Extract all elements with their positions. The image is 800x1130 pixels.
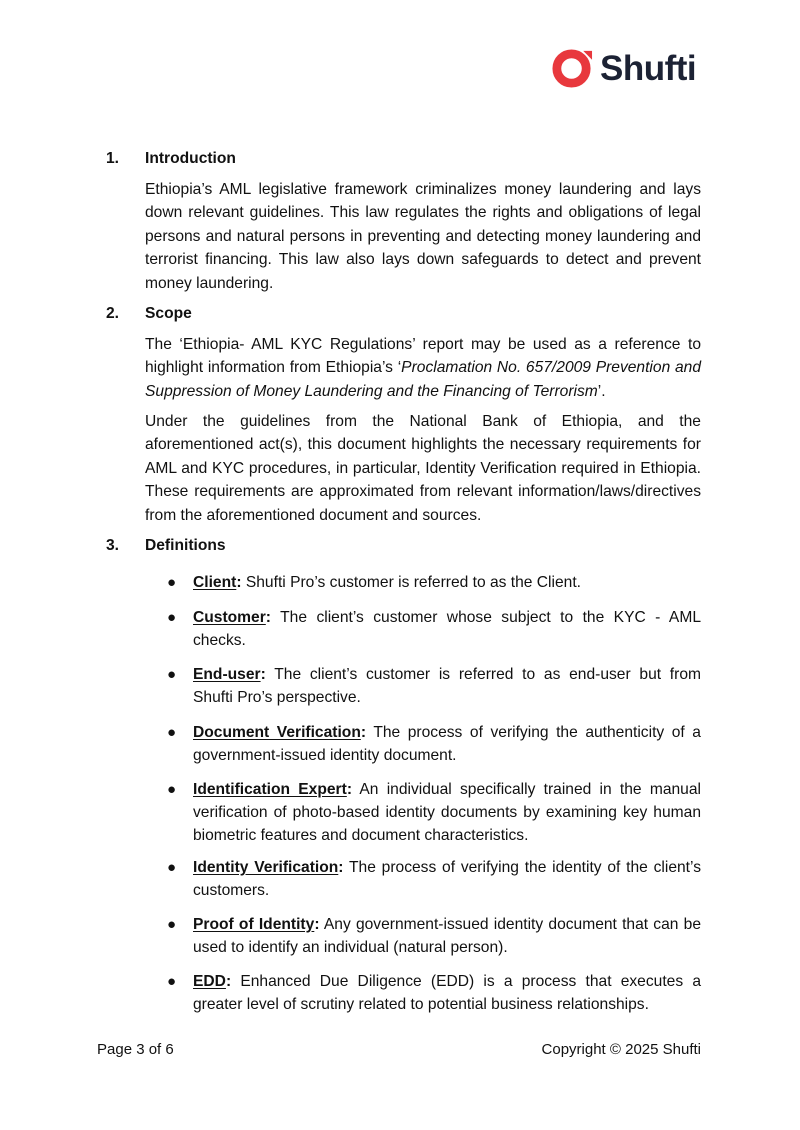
definition-term: Customer xyxy=(193,609,266,626)
definition-text: The client’s customer whose subject to the KYC - AML checks. xyxy=(193,609,701,649)
definition-text: The process of verifying the authenticity of a government-issued identity document. xyxy=(193,724,701,764)
definition-item: ● Customer: The client’s customer whose subject to the KYC - AML checks. xyxy=(145,606,701,652)
definition-item: ● Proof of Identity: Any government-issued identity document that can be used to identify an individual (natural person). xyxy=(145,913,701,959)
definition-item: ● Identity Verification: The process of verifying the identity of the client’s customers. xyxy=(145,856,701,902)
definition-text: An individual specifically trained in the manual verification of photo-based identity documents by examining key human biometric features and document characteristics. xyxy=(193,781,701,844)
section-number: 1. xyxy=(106,150,120,167)
brand-logo xyxy=(551,47,696,90)
scope-paragraph-1 xyxy=(145,333,701,403)
definition-term: End-user xyxy=(193,666,261,683)
definition-item: ● End-user: The client’s customer is referred to as end-user but from Shufti Pro’s perspective. xyxy=(145,663,701,709)
definition-text: Any government-issued identity document that can be used to identify an individual (natural person). xyxy=(193,916,702,956)
shufti-logo-icon xyxy=(551,47,594,90)
section-heading-scope xyxy=(106,305,192,323)
definition-item: ● Document Verification: The process of verifying the authenticity of a government-issued identity document. xyxy=(145,721,701,767)
copyright-notice: Copyright © 2025 Shufti xyxy=(541,1041,701,1058)
definition-term: Identity Verification xyxy=(193,859,339,876)
definition-text: Shufti Pro’s customer is referred to as the Client. xyxy=(241,574,581,591)
section-title: Introduction xyxy=(145,150,236,167)
definition-text: The process of verifying the identity of the client’s customers. xyxy=(193,859,701,899)
section-title: Definitions xyxy=(145,537,226,554)
definition-term: Identification Expert xyxy=(193,781,347,798)
definition-term: Proof of Identity xyxy=(193,916,315,933)
section-heading-introduction xyxy=(106,150,236,168)
definition-text: The client’s customer is referred to as end-user but from Shufti Pro’s perspective. xyxy=(193,666,701,706)
section-title: Scope xyxy=(145,305,192,322)
proclamation-title: Proclamation No. 657/2009 Prevention and Suppression of Money Laundering and the Financing of Terrorism xyxy=(145,359,701,400)
bullet-icon: ● xyxy=(167,724,177,741)
section-heading-definitions xyxy=(106,537,226,555)
bullet-icon: ● xyxy=(167,781,177,798)
definition-item: ● Identification Expert: An individual specifically trained in the manual verification of photo-based identity documents by examining key human biometric features and document characteristics. xyxy=(145,778,701,847)
definition-item: ● EDD: Enhanced Due Diligence (EDD) is a process that executes a greater level of scrutiny related to potential business relationships. xyxy=(145,970,701,1016)
definition-term: Document Verification xyxy=(193,724,361,741)
bullet-icon: ● xyxy=(167,574,177,591)
bullet-icon: ● xyxy=(167,609,177,626)
definition-term: Client xyxy=(193,574,237,591)
bullet-icon: ● xyxy=(167,859,177,876)
bullet-icon: ● xyxy=(167,916,177,933)
scope-text-after: ’. xyxy=(597,382,606,400)
brand-name: Shufti xyxy=(600,49,697,88)
bullet-icon: ● xyxy=(167,666,177,683)
section-number: 2. xyxy=(106,305,120,322)
definition-text: Enhanced Due Diligence (EDD) is a process that executes a greater level of scrutiny related to potential business relationships. xyxy=(193,973,701,1013)
page-number: Page 3 of 6 xyxy=(97,1041,174,1058)
definition-item: ● Client: Shufti Pro’s customer is referred to as the Client. xyxy=(145,571,701,594)
introduction-paragraph: Ethiopia’s AML legislative framework criminalizes money laundering and lays down relevant guidelines. This law regulates the rights and obligations of legal persons and natural persons in preventing and detecting money laundering and terrorist financing. This law also lays down safeguards to detect and prevent money laundering. xyxy=(145,181,701,292)
bullet-icon: ● xyxy=(167,973,177,990)
scope-text-before: The ‘Ethiopia- AML KYC Regulations’ report may be used as a reference to highlight information from Ethiopia’s ‘ xyxy=(145,336,701,377)
section-number: 3. xyxy=(106,537,120,554)
definition-term: EDD xyxy=(193,973,226,990)
scope-paragraph-2: Under the guidelines from the National Bank of Ethiopia, and the aforementioned act(s), this document highlights the necessary requirements for AML and KYC procedures, in particular, Identity Verification required in Ethiopia. These requirements are approximated from relevant information/laws/directives from the aforementioned document and sources. xyxy=(145,413,701,524)
